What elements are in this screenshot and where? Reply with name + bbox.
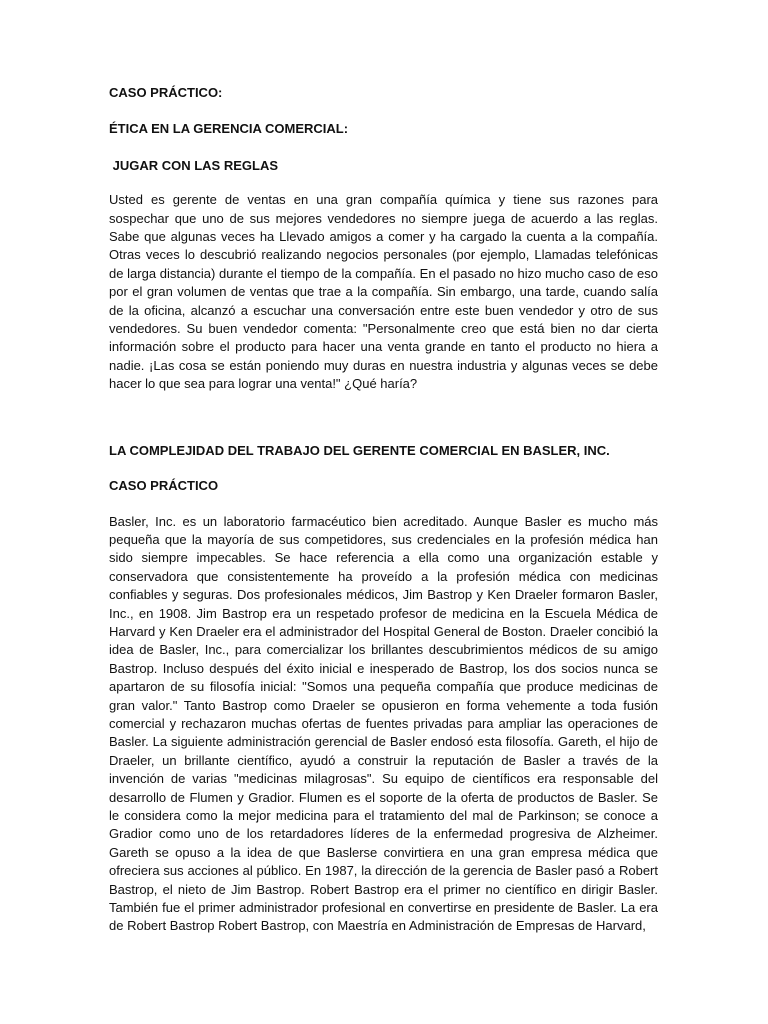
spacer bbox=[109, 175, 658, 191]
spacer bbox=[109, 139, 658, 157]
case2-paragraph: Basler, Inc. es un laboratorio farmacéutico bien acreditado. Aunque Basler es mucho más pequeña que la mayoría de sus competidores, sus credenciales en la profesión médica han sido siempre impecables. Se hace referencia a ella como una organización estable y conservadora que consistentemente ha proveído a la profesión médica con medicinas confiables y seguras. Dos profesionales médicos, Jim Bastrop y Ken Draeler formaron Basler, Inc., en 1908. Jim Bastrop era un respetado profesor de medicina en la Escuela Médica de Harvard y Ken Draeler era el administrador del Hospital General de Boston. Draeler concibió la idea de Basler, Inc., para comercializar los brillantes descubrimientos médicos de su amigo Bastrop. Incluso después del éxito inicial e inesperado de Bastrop, los dos socios nunca se apartaron de su filosofía inicial: "Somos una pequeña compañía que produce medicinas de gran valor." Tanto Bastrop como Draeler se opusieron en forma vehemente a toda fusión comercial y rechazaron muchas ofertas de fuentes privadas para ampliar las operaciones de Basler. La siguiente administración gerencial de Basler endosó esta filosofía. Gareth, el hijo de Draeler, un brillante científico, ayudó a construir la reputación de Basler a través de la invención de varias "medicinas milagrosas". Su equipo de científicos era responsable del desarrollo de Flumen y Gradior. Flumen es el soporte de la oferta de productos de Basler. Se le considera como la mejor medicina para el tratamiento del mal de Parkinson; se conoce a Gradior como uno de los retardadores líderes de la enfermedad progresiva de Alzheimer. Gareth se opuso a la idea de que Baslerse convirtiera en una gran empresa médica que ofreciera sus acciones al público. En 1987, la dirección de la gerencia de Basler pasó a Robert Bastrop, el nieto de Jim Bastrop. Robert Bastrop era el primer no científico en dirigir Basler. También fue el primer administrador profesional en convertirse en presidente de Basler. La era de Robert Bastrop Robert Bastrop, con Maestría en Administración de Empresas de Harvard, bbox=[109, 513, 658, 934]
case1-heading-etica: ÉTICA EN LA GERENCIA COMERCIAL: bbox=[109, 121, 349, 137]
case2-heading-title: LA COMPLEJIDAD DEL TRABAJO DEL GERENTE COMERCIAL EN BASLER, INC. bbox=[109, 442, 610, 458]
case2-heading-caso-practico: CASO PRÁCTICO bbox=[109, 478, 219, 494]
case1-heading-reglas: JUGAR CON LAS REGLAS bbox=[109, 157, 279, 173]
spacer bbox=[109, 460, 658, 477]
case1-paragraph: Usted es gerente de ventas en una gran compañía química y tiene sus razones para sospechar que uno de sus mejores vendedores no siempre juega de acuerdo a las reglas. Sabe que algunas veces ha Llevado amigos a comer y ha cargado la cuenta a la compañía. Otras veces lo descubrió realizando negocios personales (por ejemplo, Llamadas telefónicas de larga distancia) durante el tiempo de la compañía. En el pasado no hizo mucho caso de eso por el gran volumen de ventas que trae a la compañía. Sin embargo, una tarde, cuando salía de la oficina, alcanzó a escuchar una conversación entre este buen vendedor y otro de sus vendedores. Su buen vendedor comenta: "Personalmente creo que está bien no dar cierta información sobre el producto para hacer una venta grande en tanto el producto no hiera a nadie. ¡Las cosa se están poniendo muy duras en nuestra industria y algunas veces se debe hacer lo que sea para lograr una venta!" ¿Qué haría? bbox=[109, 192, 658, 392]
spacer bbox=[109, 102, 658, 120]
spacer bbox=[109, 496, 658, 513]
spacer bbox=[109, 394, 658, 442]
case1-heading-caso-practico: CASO PRÁCTICO: bbox=[109, 85, 223, 100]
